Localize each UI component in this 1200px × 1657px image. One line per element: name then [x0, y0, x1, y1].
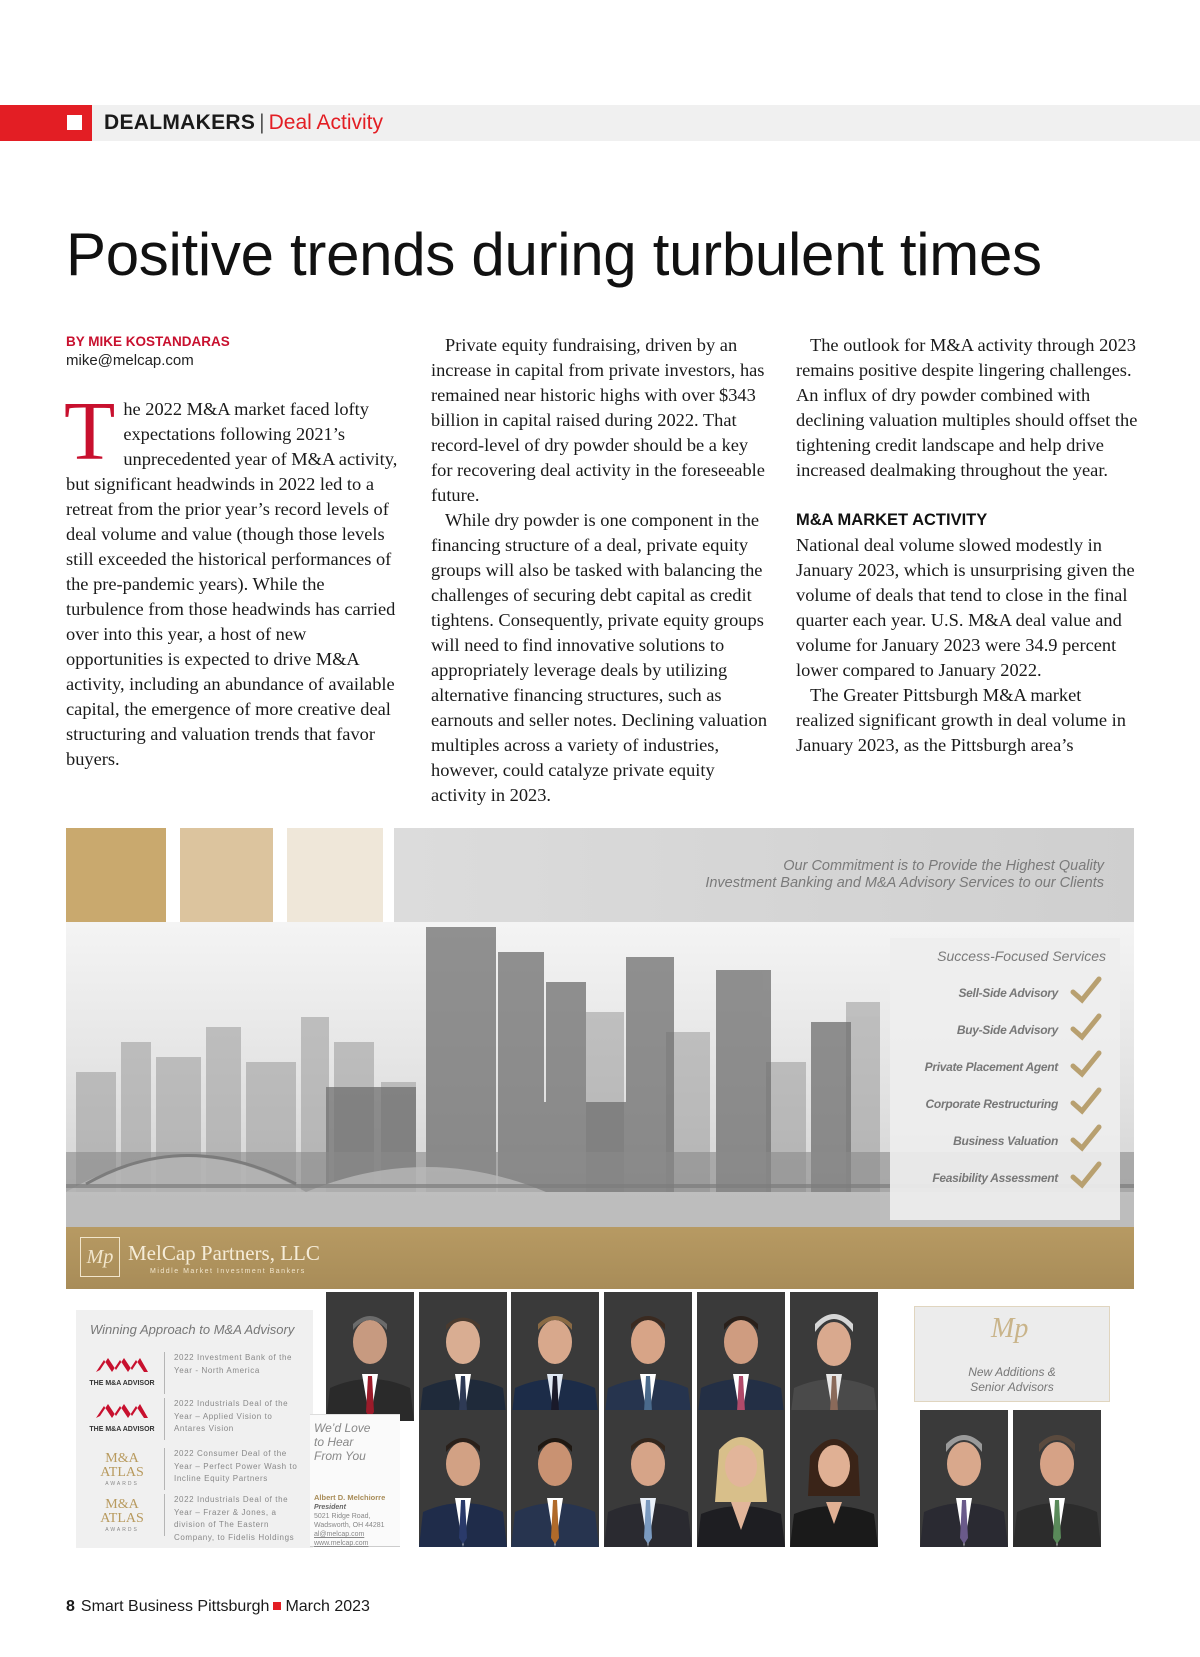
award-text: 2022 Industrials Deal of the Year – Frazer & Jones, a division of The Eastern Company, to Fidelis Holdings — [174, 1495, 295, 1542]
page-footer — [66, 1598, 370, 1616]
award-item — [88, 1398, 310, 1442]
team-headshot — [511, 1410, 599, 1547]
checkmark-icon — [1070, 976, 1102, 1004]
section-name: DEALMAKERS — [104, 111, 256, 134]
team-headshot — [790, 1292, 878, 1421]
team-headshot — [419, 1292, 507, 1421]
checkmark-icon — [1070, 1087, 1102, 1115]
article-column-3 — [796, 333, 1138, 758]
team-headshot — [604, 1292, 692, 1421]
contact-name: Albert D. Melchiorre — [314, 1493, 386, 1502]
award-divider — [164, 1398, 165, 1440]
footer-square-icon — [273, 1602, 281, 1610]
ma-atlas-awards-logo — [88, 1448, 156, 1488]
article-paragraph: The Greater Pittsburgh M&A market realized significant growth in deal volume in January 2023, as the Pittsburgh area’s — [796, 685, 1126, 755]
cream-swatch — [287, 828, 383, 922]
team-headshot — [1013, 1410, 1101, 1547]
section-band — [0, 105, 1200, 141]
svg-text:AWARDS: AWARDS — [105, 1527, 139, 1533]
new-additions-line: Senior Advisors — [970, 1380, 1054, 1394]
svg-text:M&A: M&A — [105, 1497, 139, 1512]
paragraph-text: he 2022 M&A market faced lofty expectations following 2021’s unprecedented year of M&A activity, but significant headwinds in 2022 led to a retreat from the prior year’s record levels of deal volume and value (though those levels still exceeded the historical performances of the pre-pandemic years). While the turbulence from those headwinds has carried over into this year, a host of new opportunities is expected to drive M&A activity, including an abundance of available capital, the emergence of more creative deal structuring and valuation trends that favor buyers. — [66, 399, 398, 769]
service-item: Sell-Side Advisory — [958, 986, 1058, 1000]
team-headshot — [920, 1410, 1008, 1547]
contact-address: Wadsworth, OH 44281 — [314, 1522, 385, 1529]
new-additions-line: New Additions & — [968, 1365, 1056, 1379]
svg-text:ATLAS: ATLAS — [100, 1465, 144, 1480]
section-separator: | — [259, 111, 265, 134]
article-paragraph: Private equity fundraising, driven by an increase in capital from private investors, has remained near historic highs with over $343 billion in capital raised during 2022. That record-level of dry powder should be a key for recovering deal activity in the foreseeable future. — [431, 335, 765, 505]
issue-date: March 2023 — [285, 1598, 370, 1615]
contact-invitation-line: to Hear — [314, 1435, 354, 1449]
service-item: Business Valuation — [953, 1134, 1058, 1148]
awards-title: Winning Approach to M&A Advisory — [90, 1322, 295, 1337]
service-item: Corporate Restructuring — [925, 1097, 1058, 1111]
svg-text:THE M&A ADVISOR: THE M&A ADVISOR — [89, 1380, 155, 1387]
tan-swatch — [180, 828, 273, 922]
contact-email-link[interactable]: al@melcap.com — [314, 1531, 365, 1538]
award-item — [88, 1352, 310, 1396]
contact-invitation-line: We’d Love — [314, 1421, 371, 1435]
ma-advisor-logo — [88, 1398, 156, 1438]
gold-swatch — [66, 828, 166, 922]
award-item — [88, 1494, 310, 1542]
ma-advisor-logo — [88, 1352, 156, 1392]
awards-panel — [76, 1310, 313, 1548]
new-additions-panel — [914, 1306, 1110, 1402]
melcap-advertisement — [66, 828, 1134, 1553]
service-item: Feasibility Assessment — [932, 1171, 1058, 1185]
checkmark-icon — [1070, 1161, 1102, 1189]
melcap-logo — [80, 1237, 320, 1281]
contact-address: 5021 Ridge Road, — [314, 1513, 371, 1520]
article-paragraph: The outlook for M&A activity through 2023 remains positive despite lingering challenges. An influx of dry powder combined with declining valuation multiples should offset the tightening credit landscape and help drive increased dealmaking throughout the year. — [796, 335, 1138, 480]
contact-card — [310, 1414, 400, 1547]
firm-logo-bar — [66, 1227, 1134, 1289]
commitment-bar — [394, 828, 1134, 922]
checkmark-icon — [1070, 1124, 1102, 1152]
checkmark-icon — [1070, 1013, 1102, 1041]
contact-title: President — [314, 1504, 346, 1511]
service-item: Private Placement Agent — [924, 1060, 1058, 1074]
melcap-monogram: Mp — [80, 1237, 120, 1277]
article-column-1 — [66, 333, 404, 772]
contact-website-link[interactable]: www.melcap.com — [314, 1540, 369, 1547]
section-square-icon — [67, 115, 82, 130]
award-text: 2022 Industrials Deal of the Year – Applied Vision to Antares Vision — [174, 1399, 289, 1433]
ma-atlas-awards-logo — [88, 1494, 156, 1534]
team-headshot — [697, 1410, 785, 1547]
article-column-2 — [431, 333, 769, 808]
firm-name: MelCap Partners, LLC — [128, 1241, 320, 1265]
award-divider — [164, 1352, 165, 1394]
author-email[interactable]: mike@melcap.com — [66, 352, 194, 369]
svg-text:ATLAS: ATLAS — [100, 1511, 144, 1526]
team-headshot — [511, 1292, 599, 1421]
article-byline: BY MIKE KOSTANDARAS — [66, 334, 230, 349]
award-text: 2022 Consumer Deal of the Year – Perfect Power Wash to Incline Equity Partners — [174, 1449, 298, 1483]
service-item: Buy-Side Advisory — [956, 1023, 1058, 1037]
team-headshot — [419, 1410, 507, 1547]
team-headshot — [790, 1410, 878, 1547]
services-title: Success-Focused Services — [937, 948, 1106, 964]
publication-name: Smart Business Pittsburgh — [80, 1598, 270, 1615]
award-item — [88, 1448, 310, 1492]
svg-text:AWARDS: AWARDS — [105, 1481, 139, 1487]
team-headshot — [326, 1292, 414, 1421]
commitment-line: Investment Banking and M&A Advisory Services to our Clients — [705, 875, 1104, 891]
svg-text:THE M&A ADVISOR: THE M&A ADVISOR — [89, 1426, 155, 1433]
section-label — [104, 111, 383, 135]
new-additions-label — [915, 1365, 1109, 1395]
contact-invitation — [314, 1421, 370, 1463]
article-paragraph — [64, 385, 404, 772]
article-headline: Positive trends during turbulent times — [66, 221, 1042, 288]
team-headshot — [697, 1292, 785, 1421]
firm-tagline: Middle Market Investment Bankers — [150, 1268, 306, 1275]
article-paragraph: National deal volume slowed modestly in January 2023, which is unsurprising given the volume of deals that tend to close in the final quarter each year. U.S. M&A deal value and volume for January 2023 were 34.9 percent lower compared to January 2022. — [796, 535, 1135, 680]
commitment-line: Our Commitment is to Provide the Highest Quality — [783, 858, 1104, 874]
award-divider — [164, 1448, 165, 1490]
article-subhead: M&A MARKET ACTIVITY — [796, 511, 988, 529]
drop-cap: T — [64, 385, 116, 478]
award-text: 2022 Investment Bank of the Year - North America — [174, 1353, 293, 1375]
services-panel — [890, 938, 1120, 1220]
team-headshot — [604, 1410, 692, 1547]
section-subsection: Deal Activity — [268, 111, 384, 134]
checkmark-icon — [1070, 1050, 1102, 1078]
award-divider — [164, 1494, 165, 1536]
melcap-monogram: Mp — [991, 1313, 1029, 1344]
page-number: 8 — [66, 1598, 75, 1615]
commitment-text — [705, 858, 1104, 892]
svg-text:M&A: M&A — [105, 1451, 139, 1466]
article-paragraph: While dry powder is one component in the financing structure of a deal, private equity groups will also be tasked with balancing the challenges of securing debt capital as credit tightens. Consequently, private equity groups will need to find innovative solutions to appropriately leverage deals by utilizing alternative financing structures, such as earnouts and seller notes. Declining valuation multiples across a variety of industries, however, could catalyze private equity activity in 2023. — [431, 510, 768, 805]
contact-invitation-line: From You — [314, 1449, 366, 1463]
